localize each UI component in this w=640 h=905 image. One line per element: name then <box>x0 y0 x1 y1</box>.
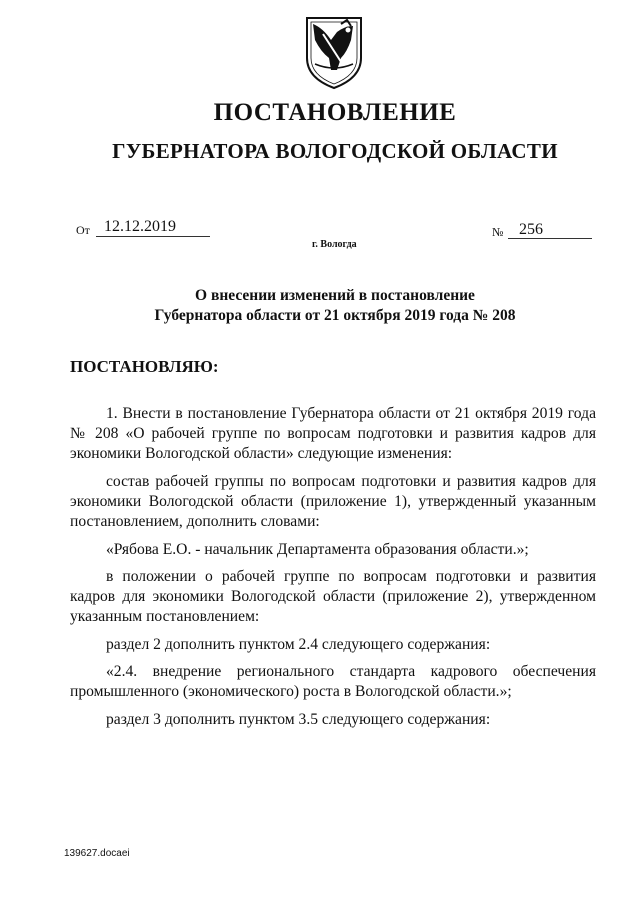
file-reference: 139627.docaei <box>64 848 130 859</box>
paragraph: «2.4. внедрение регионального стандарта кадрового обеспечения промышленного (экономического) роста в Вологодской области.»; <box>70 663 596 701</box>
subject-line-2: Губернатора области от 21 октября 2019 года № 208 <box>154 307 516 324</box>
subject-line-1: О внесении изменений в постановление <box>195 287 475 304</box>
coat-of-arms-icon <box>301 14 367 90</box>
document-number: 256 <box>519 221 543 238</box>
document-subject <box>0 286 640 326</box>
number-label: № <box>492 225 504 239</box>
paragraph: раздел 2 дополнить пунктом 2.4 следующего содержания: <box>106 635 491 653</box>
paragraph: в положении о рабочей группе по вопросам подготовки и развития кадров для экономики Вологодской области (приложение 2), утвержденном указанным постановлением: <box>70 567 596 626</box>
decree-heading: ПОСТАНОВЛЯЮ: <box>70 357 219 376</box>
paragraph: 1. Внести в постановление Губернатора области от 21 октября 2019 года № 208 «О рабочей группе по вопросам подготовки и развития кадров для экономики Вологодской области» следующие изменения: <box>70 405 596 463</box>
date-label: От <box>76 223 90 237</box>
document-date: 12.12.2019 <box>104 218 176 235</box>
document-body <box>70 404 596 737</box>
paragraph: состав рабочей группы по вопросам подготовки и развития кадров для экономики Вологодской области (приложение 1), утвержденный указанным постановлением, дополнить словами: <box>70 472 596 531</box>
city-label: г. Вологда <box>312 239 357 250</box>
date-underline <box>96 236 210 237</box>
document-title: ПОСТАНОВЛЕНИЕ <box>213 99 457 126</box>
paragraph: «Рябова Е.О. - начальник Департамента образования области.»; <box>106 540 529 558</box>
paragraph: раздел 3 дополнить пунктом 3.5 следующего содержания: <box>106 710 491 728</box>
document-subtitle: ГУБЕРНАТОРА ВОЛОГОДСКОЙ ОБЛАСТИ <box>112 139 558 163</box>
number-underline <box>508 238 592 239</box>
